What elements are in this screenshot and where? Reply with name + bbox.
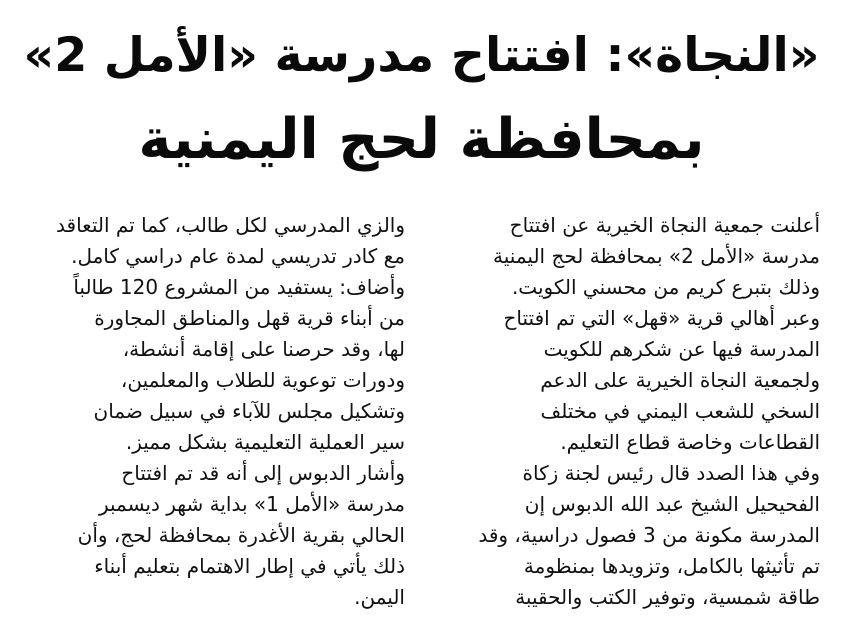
- headline: [20, 14, 823, 190]
- body-line: وعبر أهالي قرية «قهل» التي تم افتتاح: [503, 306, 820, 330]
- body-line: مع كادر تدريسي لمدة عام دراسي كامل.: [71, 244, 405, 268]
- body-line: وأضاف: يستفيد من المشروع 120 طالباً: [73, 275, 405, 299]
- body-line: وأشار الدبوس إلى أنه قد تم افتتاح: [121, 461, 405, 485]
- body-line: مدرسة «الأمل 2» بمحافظة لحج اليمنية: [493, 244, 820, 268]
- article-column-right: [428, 210, 820, 610]
- body-line: المدرسة مكونة من 3 فصول دراسية، وقد: [478, 523, 820, 547]
- body-line: ولجمعية النجاة الخيرية على الدعم: [540, 368, 820, 392]
- body-line: السخي للشعب اليمني في مختلف: [540, 399, 820, 423]
- body-line: ودورات توعوية للطلاب والمعلمين،: [120, 368, 405, 392]
- body-line: والزي المدرسي لكل طالب، كما تم التعاقد: [56, 213, 405, 237]
- body-line: وفي هذا الصدد قال رئيس لجنة زكاة: [522, 461, 820, 485]
- body-line: ذلك يأتي في إطار الاهتمام بتعليم أبناء: [94, 554, 405, 578]
- body-line: من أبناء قرية قهل والمناطق المجاورة: [94, 306, 405, 330]
- body-line: الحالي بقرية الأغدرة بمحافظة لحج، وأن: [77, 523, 405, 547]
- headline-line-2: بمحافظة لحج اليمنية: [138, 107, 705, 172]
- body-line: اليمن.: [354, 585, 405, 609]
- body-line: وذلك بتبرع كريم من محسني الكويت.: [511, 275, 820, 299]
- body-line: طاقة شمسية، وتوفير الكتب والحقيبة: [515, 585, 820, 609]
- body-line: القطاعات وخاصة قطاع التعليم.: [560, 430, 820, 454]
- body-line: الفحيحيل الشيخ عبد الله الدبوس إن: [524, 492, 820, 516]
- body-line: سير العملية التعليمية بشكل مميز.: [125, 430, 405, 454]
- body-line: تم تأثيثها بالكامل، وتزويدها بمنظومة: [523, 554, 820, 578]
- body-line: مدرسة «الأمل 1» بداية شهر ديسمبر: [98, 492, 405, 516]
- article-column-left: [17, 210, 405, 610]
- headline-line-1: «النجاة»: افتتاح مدرسة «الأمل 2»: [23, 28, 820, 83]
- body-line: وتشكيل مجلس للآباء في سبيل ضمان: [93, 399, 405, 423]
- body-line: لها، وقد حرصنا على إقامة أنشطة،: [122, 337, 405, 361]
- body-line: المدرسة فيها عن شكرهم للكويت: [543, 337, 820, 361]
- body-line: أعلنت جمعية النجاة الخيرية عن افتتاح: [509, 213, 820, 237]
